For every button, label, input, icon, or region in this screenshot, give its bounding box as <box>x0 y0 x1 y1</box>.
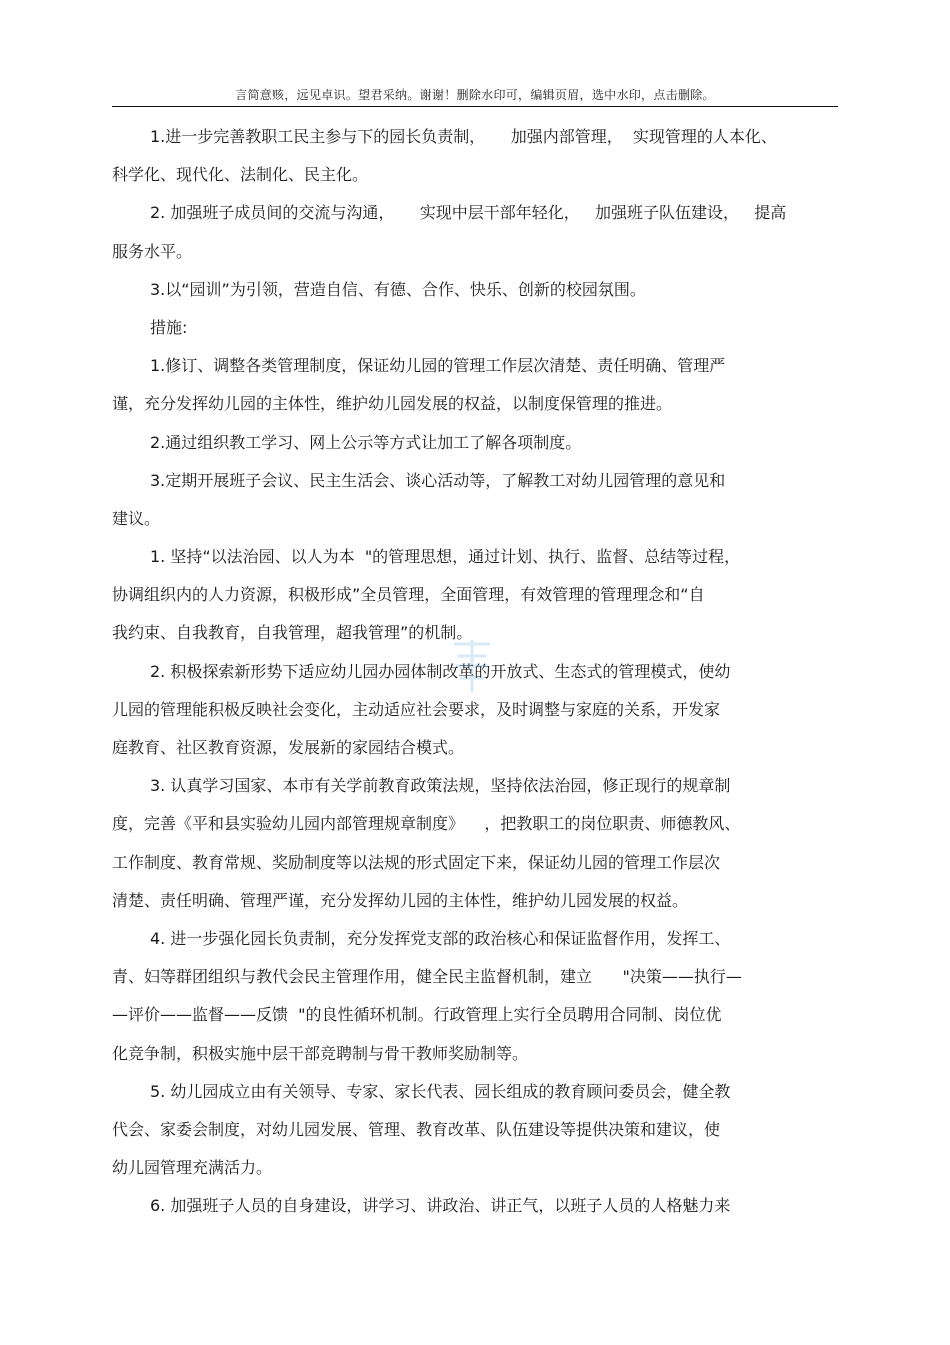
text-line: 措施: <box>150 317 188 337</box>
header-divider <box>112 106 838 107</box>
text-line: 服务水平。 <box>112 241 193 261</box>
text-line: 谨，充分发挥幼儿园的主体性，维护幼儿园发展的权益，以制度保管理的推进。 <box>112 394 673 414</box>
text-line: 5. 幼儿园成立由有关领导、专家、家长代表、园长组成的教育顾问委员会，健全教 <box>150 1081 731 1101</box>
text-line: 儿园的管理能积极反映社会变化，主动适应社会要求，及时调整与家庭的关系，开发家 <box>112 699 721 719</box>
text-line: 代会、家委会制度，对幼儿园发展、管理、教育改革、队伍建设等提供决策和建议，使 <box>112 1119 721 1139</box>
text-line: —评价——监督——反馈 "的良性循环机制。行政管理上实行全员聘用合同制、岗位优 <box>112 1005 722 1025</box>
text-line: 度，完善《平和县实验幼儿园内部管理规章制度》 ，把教职工的岗位职责、师德教风、 <box>112 814 741 834</box>
page-header-notice: 言简意赅，远见卓识。望君采纳。谢谢！删除水印可，编辑页眉，选中水印，点击删除。 <box>235 88 715 102</box>
text-line: 2. 积极探索新形势下适应幼儿园办园体制改革的开放式、生态式的管理模式，使幼 <box>150 661 731 681</box>
text-line: 3.定期开展班子会议、民主生活会、谈心活动等，了解教工对幼儿园管理的意见和 <box>150 470 726 490</box>
text-line: 6. 加强班子人员的自身建设，讲学习、讲政治、讲正气，以班子人员的人格魅力来 <box>150 1196 731 1216</box>
text-line: 1.修订、调整各类管理制度，保证幼儿园的管理工作层次清楚、责任明确、管理严 <box>150 356 726 376</box>
watermark-icon <box>448 636 496 696</box>
text-line: 4. 进一步强化园长负责制，充分发挥党支部的政治核心和保证监督作用，发挥工、 <box>150 928 731 948</box>
text-line: 建议。 <box>112 508 161 528</box>
text-line: 1. 坚持“以法治园、以人为本 "的管理思想，通过计划、执行、监督、总结等过程， <box>150 547 741 567</box>
text-line: 1.进一步完善教职工民主参与下的园长负责制， 加强内部管理， 实现管理的人本化、 <box>150 127 777 146</box>
text-line: 化竞争制，积极实施中层干部竞聘制与骨干教师奖励制等。 <box>112 1043 529 1063</box>
text-line: 幼儿园管理充满活力。 <box>112 1158 273 1178</box>
text-line: 清楚、责任明确、管理严谨，充分发挥幼儿园的主体性，维护幼儿园发展的权益。 <box>112 890 689 910</box>
text-line: 2. 加强班子成员间的交流与沟通， 实现中层干部年轻化， 加强班子队伍建设， 提高 <box>150 203 787 223</box>
text-line: 协调组织内的人力资源，积极形成”全员管理，全面管理，有效管理的管理理念和“自 <box>112 585 705 605</box>
text-line: 3.以“园训”为引领，营造自信、有德、合作、快乐、创新的校园氛围。 <box>150 279 646 299</box>
text-line: 3. 认真学习国家、本市有关学前教育政策法规，坚持依法治园，修正现行的规章制 <box>150 776 731 796</box>
text-line: 2.通过组织教工学习、网上公示等方式让加工了解各项制度。 <box>150 432 582 452</box>
text-line: 庭教育、社区教育资源，发展新的家园结合模式。 <box>112 738 465 757</box>
text-line: 青、妇等群团组织与教代会民主管理作用，健全民主监督机制，建立 "决策——执行— <box>112 967 742 987</box>
text-line: 我约束、自我教育，自我管理，超我管理”的机制。 <box>112 623 473 643</box>
text-line: 工作制度、教育常规、奖励制度等以法规的形式固定下来，保证幼儿园的管理工作层次 <box>112 852 721 872</box>
text-line: 科学化、现代化、法制化、民主化。 <box>112 165 369 185</box>
